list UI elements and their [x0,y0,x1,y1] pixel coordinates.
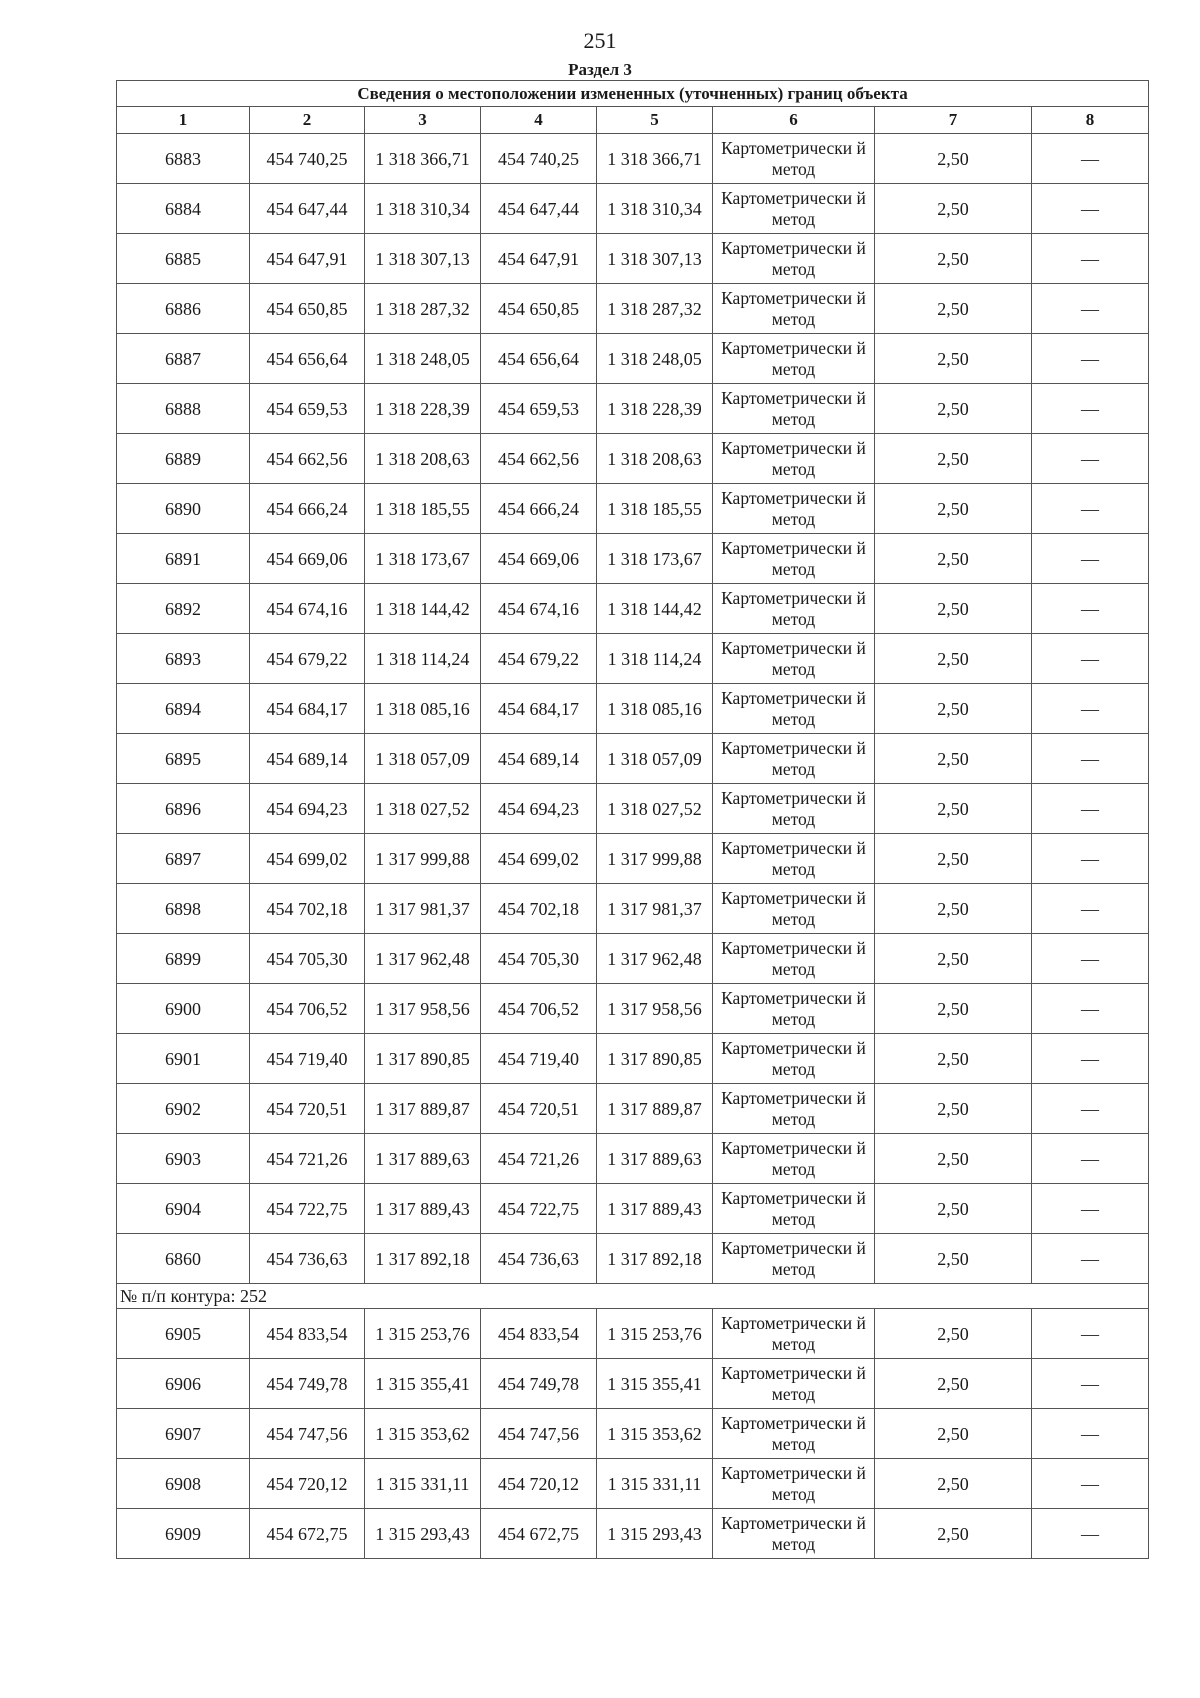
y-coord-existing-cell: 1 317 889,87 [365,1084,481,1134]
point-number-cell: 6907 [117,1409,250,1459]
table-row [117,534,1149,584]
x-coord-new-cell: 454 689,14 [481,734,597,784]
x-coord-existing-cell: 454 749,78 [250,1359,365,1409]
accuracy-cell: 2,50 [875,884,1032,934]
table-row [117,1084,1149,1134]
method-cell: Картометрически й метод [713,534,875,584]
boundary-coordinates-table [116,80,1149,1559]
table-row [117,684,1149,734]
x-coord-new-cell: 454 720,51 [481,1084,597,1134]
point-number-cell: 6906 [117,1359,250,1409]
y-coord-existing-cell: 1 317 962,48 [365,934,481,984]
point-number-cell: 6892 [117,584,250,634]
point-number-cell: 6885 [117,234,250,284]
y-coord-existing-cell: 1 317 892,18 [365,1234,481,1284]
point-number-cell: 6905 [117,1309,250,1359]
y-coord-existing-cell: 1 318 208,63 [365,434,481,484]
description-cell: — [1032,684,1149,734]
description-cell: — [1032,634,1149,684]
y-coord-existing-cell: 1 317 889,43 [365,1184,481,1234]
point-number-cell: 6890 [117,484,250,534]
description-cell: — [1032,334,1149,384]
point-number-cell: 6897 [117,834,250,884]
point-number-cell: 6884 [117,184,250,234]
y-coord-existing-cell: 1 318 085,16 [365,684,481,734]
accuracy-cell: 2,50 [875,934,1032,984]
y-coord-new-cell: 1 318 208,63 [597,434,713,484]
table-row [117,484,1149,534]
table-row [117,584,1149,634]
description-cell: — [1032,1184,1149,1234]
y-coord-new-cell: 1 318 173,67 [597,534,713,584]
x-coord-new-cell: 454 674,16 [481,584,597,634]
table-row [117,1034,1149,1084]
y-coord-existing-cell: 1 318 114,24 [365,634,481,684]
y-coord-new-cell: 1 318 114,24 [597,634,713,684]
accuracy-cell: 2,50 [875,134,1032,184]
column-number-header: 5 [597,107,713,134]
x-coord-new-cell: 454 672,75 [481,1509,597,1559]
accuracy-cell: 2,50 [875,1234,1032,1284]
table-row [117,434,1149,484]
column-number-header: 4 [481,107,597,134]
method-cell: Картометрически й метод [713,1134,875,1184]
method-cell: Картометрически й метод [713,784,875,834]
table-row [117,1359,1149,1409]
table-row [117,784,1149,834]
x-coord-existing-cell: 454 722,75 [250,1184,365,1234]
y-coord-existing-cell: 1 318 287,32 [365,284,481,334]
contour-label: № п/п контура: 252 [117,1284,1149,1309]
x-coord-new-cell: 454 699,02 [481,834,597,884]
point-number-cell: 6899 [117,934,250,984]
y-coord-new-cell: 1 317 889,43 [597,1184,713,1234]
x-coord-new-cell: 454 740,25 [481,134,597,184]
x-coord-existing-cell: 454 656,64 [250,334,365,384]
accuracy-cell: 2,50 [875,1359,1032,1409]
description-cell: — [1032,984,1149,1034]
point-number-cell: 6902 [117,1084,250,1134]
table-row [117,934,1149,984]
table-row [117,1184,1149,1234]
description-cell: — [1032,1034,1149,1084]
method-cell: Картометрически й метод [713,1409,875,1459]
description-cell: — [1032,134,1149,184]
x-coord-new-cell: 454 749,78 [481,1359,597,1409]
method-cell: Картометрически й метод [713,984,875,1034]
table-row [117,134,1149,184]
accuracy-cell: 2,50 [875,284,1032,334]
y-coord-new-cell: 1 318 027,52 [597,784,713,834]
table-row [117,384,1149,434]
x-coord-new-cell: 454 694,23 [481,784,597,834]
point-number-cell: 6889 [117,434,250,484]
method-cell: Картометрически й метод [713,734,875,784]
x-coord-new-cell: 454 720,12 [481,1459,597,1509]
column-number-header: 8 [1032,107,1149,134]
method-cell: Картометрически й метод [713,384,875,434]
x-coord-new-cell: 454 662,56 [481,434,597,484]
point-number-cell: 6909 [117,1509,250,1559]
point-number-cell: 6903 [117,1134,250,1184]
accuracy-cell: 2,50 [875,1034,1032,1084]
method-cell: Картометрически й метод [713,834,875,884]
y-coord-existing-cell: 1 318 144,42 [365,584,481,634]
point-number-cell: 6896 [117,784,250,834]
point-number-cell: 6887 [117,334,250,384]
x-coord-new-cell: 454 656,64 [481,334,597,384]
y-coord-new-cell: 1 317 889,63 [597,1134,713,1184]
method-cell: Картометрически й метод [713,1509,875,1559]
method-cell: Картометрически й метод [713,434,875,484]
column-number-row [117,107,1149,134]
y-coord-existing-cell: 1 318 185,55 [365,484,481,534]
table-row [117,184,1149,234]
y-coord-new-cell: 1 315 293,43 [597,1509,713,1559]
description-cell: — [1032,234,1149,284]
y-coord-new-cell: 1 318 307,13 [597,234,713,284]
method-cell: Картометрически й метод [713,1359,875,1409]
y-coord-new-cell: 1 318 287,32 [597,284,713,334]
table-row [117,734,1149,784]
y-coord-new-cell: 1 317 958,56 [597,984,713,1034]
description-cell: — [1032,1309,1149,1359]
column-number-header: 1 [117,107,250,134]
method-cell: Картометрически й метод [713,584,875,634]
description-cell: — [1032,884,1149,934]
point-number-cell: 6900 [117,984,250,1034]
y-coord-existing-cell: 1 317 890,85 [365,1034,481,1084]
accuracy-cell: 2,50 [875,1459,1032,1509]
table-row [117,634,1149,684]
table-row [117,234,1149,284]
method-cell: Картометрически й метод [713,634,875,684]
x-coord-existing-cell: 454 647,91 [250,234,365,284]
method-cell: Картометрически й метод [713,934,875,984]
method-cell: Картометрически й метод [713,1234,875,1284]
x-coord-existing-cell: 454 689,14 [250,734,365,784]
description-cell: — [1032,1359,1149,1409]
column-number-header: 2 [250,107,365,134]
description-cell: — [1032,834,1149,884]
table-row [117,1309,1149,1359]
table-caption: Сведения о местоположении измененных (уточненных) границ объекта [117,81,1149,107]
accuracy-cell: 2,50 [875,984,1032,1034]
method-cell: Картометрически й метод [713,1034,875,1084]
x-coord-existing-cell: 454 666,24 [250,484,365,534]
point-number-cell: 6901 [117,1034,250,1084]
y-coord-existing-cell: 1 318 173,67 [365,534,481,584]
description-cell: — [1032,534,1149,584]
accuracy-cell: 2,50 [875,584,1032,634]
y-coord-existing-cell: 1 318 027,52 [365,784,481,834]
method-cell: Картометрически й метод [713,884,875,934]
y-coord-new-cell: 1 315 331,11 [597,1459,713,1509]
y-coord-existing-cell: 1 315 331,11 [365,1459,481,1509]
x-coord-new-cell: 454 705,30 [481,934,597,984]
description-cell: — [1032,734,1149,784]
description-cell: — [1032,184,1149,234]
x-coord-new-cell: 454 706,52 [481,984,597,1034]
x-coord-new-cell: 454 722,75 [481,1184,597,1234]
x-coord-new-cell: 454 647,44 [481,184,597,234]
y-coord-new-cell: 1 315 355,41 [597,1359,713,1409]
y-coord-new-cell: 1 318 366,71 [597,134,713,184]
x-coord-existing-cell: 454 662,56 [250,434,365,484]
x-coord-new-cell: 454 719,40 [481,1034,597,1084]
description-cell: — [1032,384,1149,434]
table-row [117,1234,1149,1284]
y-coord-new-cell: 1 318 085,16 [597,684,713,734]
accuracy-cell: 2,50 [875,384,1032,434]
x-coord-existing-cell: 454 679,22 [250,634,365,684]
x-coord-existing-cell: 454 669,06 [250,534,365,584]
y-coord-new-cell: 1 318 228,39 [597,384,713,434]
y-coord-new-cell: 1 318 185,55 [597,484,713,534]
accuracy-cell: 2,50 [875,734,1032,784]
accuracy-cell: 2,50 [875,1509,1032,1559]
x-coord-existing-cell: 454 705,30 [250,934,365,984]
method-cell: Картометрически й метод [713,1184,875,1234]
point-number-cell: 6893 [117,634,250,684]
accuracy-cell: 2,50 [875,834,1032,884]
accuracy-cell: 2,50 [875,1409,1032,1459]
method-cell: Картометрически й метод [713,284,875,334]
point-number-cell: 6891 [117,534,250,584]
description-cell: — [1032,584,1149,634]
point-number-cell: 6894 [117,684,250,734]
x-coord-existing-cell: 454 833,54 [250,1309,365,1359]
accuracy-cell: 2,50 [875,1184,1032,1234]
x-coord-existing-cell: 454 706,52 [250,984,365,1034]
x-coord-existing-cell: 454 719,40 [250,1034,365,1084]
method-cell: Картометрически й метод [713,484,875,534]
accuracy-cell: 2,50 [875,484,1032,534]
x-coord-existing-cell: 454 659,53 [250,384,365,434]
x-coord-new-cell: 454 666,24 [481,484,597,534]
point-number-cell: 6888 [117,384,250,434]
x-coord-existing-cell: 454 740,25 [250,134,365,184]
x-coord-new-cell: 454 684,17 [481,684,597,734]
section-title: Раздел 3 [568,60,632,79]
accuracy-cell: 2,50 [875,1084,1032,1134]
table-body [117,134,1149,1559]
x-coord-new-cell: 454 833,54 [481,1309,597,1359]
point-number-cell: 6898 [117,884,250,934]
method-cell: Картометрически й метод [713,234,875,284]
accuracy-cell: 2,50 [875,234,1032,284]
description-cell: — [1032,784,1149,834]
point-number-cell: 6895 [117,734,250,784]
y-coord-new-cell: 1 315 353,62 [597,1409,713,1459]
accuracy-cell: 2,50 [875,684,1032,734]
method-cell: Картометрически й метод [713,334,875,384]
table-row [117,1509,1149,1559]
point-number-cell: 6908 [117,1459,250,1509]
y-coord-new-cell: 1 317 889,87 [597,1084,713,1134]
point-number-cell: 6883 [117,134,250,184]
x-coord-existing-cell: 454 650,85 [250,284,365,334]
x-coord-new-cell: 454 659,53 [481,384,597,434]
column-number-header: 7 [875,107,1032,134]
description-cell: — [1032,284,1149,334]
description-cell: — [1032,484,1149,534]
table-row [117,834,1149,884]
y-coord-existing-cell: 1 315 293,43 [365,1509,481,1559]
accuracy-cell: 2,50 [875,434,1032,484]
contour-label-row [117,1284,1149,1309]
table-row [117,334,1149,384]
x-coord-new-cell: 454 647,91 [481,234,597,284]
accuracy-cell: 2,50 [875,534,1032,584]
description-cell: — [1032,1509,1149,1559]
x-coord-existing-cell: 454 699,02 [250,834,365,884]
y-coord-existing-cell: 1 318 310,34 [365,184,481,234]
x-coord-existing-cell: 454 721,26 [250,1134,365,1184]
description-cell: — [1032,434,1149,484]
x-coord-existing-cell: 454 736,63 [250,1234,365,1284]
table-row [117,284,1149,334]
table-row [117,884,1149,934]
y-coord-new-cell: 1 318 057,09 [597,734,713,784]
y-coord-new-cell: 1 317 999,88 [597,834,713,884]
description-cell: — [1032,1234,1149,1284]
point-number-cell: 6886 [117,284,250,334]
x-coord-existing-cell: 454 720,51 [250,1084,365,1134]
y-coord-existing-cell: 1 318 366,71 [365,134,481,184]
y-coord-new-cell: 1 318 144,42 [597,584,713,634]
point-number-cell: 6860 [117,1234,250,1284]
y-coord-existing-cell: 1 315 353,62 [365,1409,481,1459]
y-coord-new-cell: 1 317 981,37 [597,884,713,934]
y-coord-existing-cell: 1 317 999,88 [365,834,481,884]
accuracy-cell: 2,50 [875,784,1032,834]
y-coord-new-cell: 1 318 248,05 [597,334,713,384]
y-coord-new-cell: 1 318 310,34 [597,184,713,234]
point-number-cell: 6904 [117,1184,250,1234]
description-cell: — [1032,934,1149,984]
description-cell: — [1032,1084,1149,1134]
accuracy-cell: 2,50 [875,1134,1032,1184]
table-row [117,1409,1149,1459]
table-row [117,1459,1149,1509]
description-cell: — [1032,1459,1149,1509]
x-coord-new-cell: 454 702,18 [481,884,597,934]
table-row [117,1134,1149,1184]
x-coord-existing-cell: 454 720,12 [250,1459,365,1509]
x-coord-new-cell: 454 747,56 [481,1409,597,1459]
x-coord-existing-cell: 454 694,23 [250,784,365,834]
y-coord-new-cell: 1 317 890,85 [597,1034,713,1084]
y-coord-new-cell: 1 315 253,76 [597,1309,713,1359]
y-coord-existing-cell: 1 315 355,41 [365,1359,481,1409]
x-coord-existing-cell: 454 674,16 [250,584,365,634]
x-coord-existing-cell: 454 702,18 [250,884,365,934]
x-coord-new-cell: 454 669,06 [481,534,597,584]
y-coord-existing-cell: 1 315 253,76 [365,1309,481,1359]
y-coord-existing-cell: 1 317 981,37 [365,884,481,934]
accuracy-cell: 2,50 [875,184,1032,234]
x-coord-new-cell: 454 650,85 [481,284,597,334]
x-coord-new-cell: 454 679,22 [481,634,597,684]
accuracy-cell: 2,50 [875,1309,1032,1359]
x-coord-new-cell: 454 721,26 [481,1134,597,1184]
y-coord-existing-cell: 1 317 958,56 [365,984,481,1034]
table-row [117,984,1149,1034]
x-coord-existing-cell: 454 747,56 [250,1409,365,1459]
y-coord-existing-cell: 1 318 228,39 [365,384,481,434]
page-number: 251 [583,28,617,53]
x-coord-existing-cell: 454 684,17 [250,684,365,734]
method-cell: Картометрически й метод [713,684,875,734]
description-cell: — [1032,1134,1149,1184]
method-cell: Картометрически й метод [713,1084,875,1134]
method-cell: Картометрически й метод [713,184,875,234]
y-coord-existing-cell: 1 318 307,13 [365,234,481,284]
method-cell: Картометрически й метод [713,134,875,184]
accuracy-cell: 2,50 [875,634,1032,684]
y-coord-new-cell: 1 317 962,48 [597,934,713,984]
method-cell: Картометрически й метод [713,1309,875,1359]
y-coord-existing-cell: 1 318 057,09 [365,734,481,784]
description-cell: — [1032,1409,1149,1459]
column-number-header: 3 [365,107,481,134]
y-coord-existing-cell: 1 318 248,05 [365,334,481,384]
x-coord-existing-cell: 454 672,75 [250,1509,365,1559]
y-coord-existing-cell: 1 317 889,63 [365,1134,481,1184]
y-coord-new-cell: 1 317 892,18 [597,1234,713,1284]
column-number-header: 6 [713,107,875,134]
x-coord-existing-cell: 454 647,44 [250,184,365,234]
method-cell: Картометрически й метод [713,1459,875,1509]
x-coord-new-cell: 454 736,63 [481,1234,597,1284]
accuracy-cell: 2,50 [875,334,1032,384]
